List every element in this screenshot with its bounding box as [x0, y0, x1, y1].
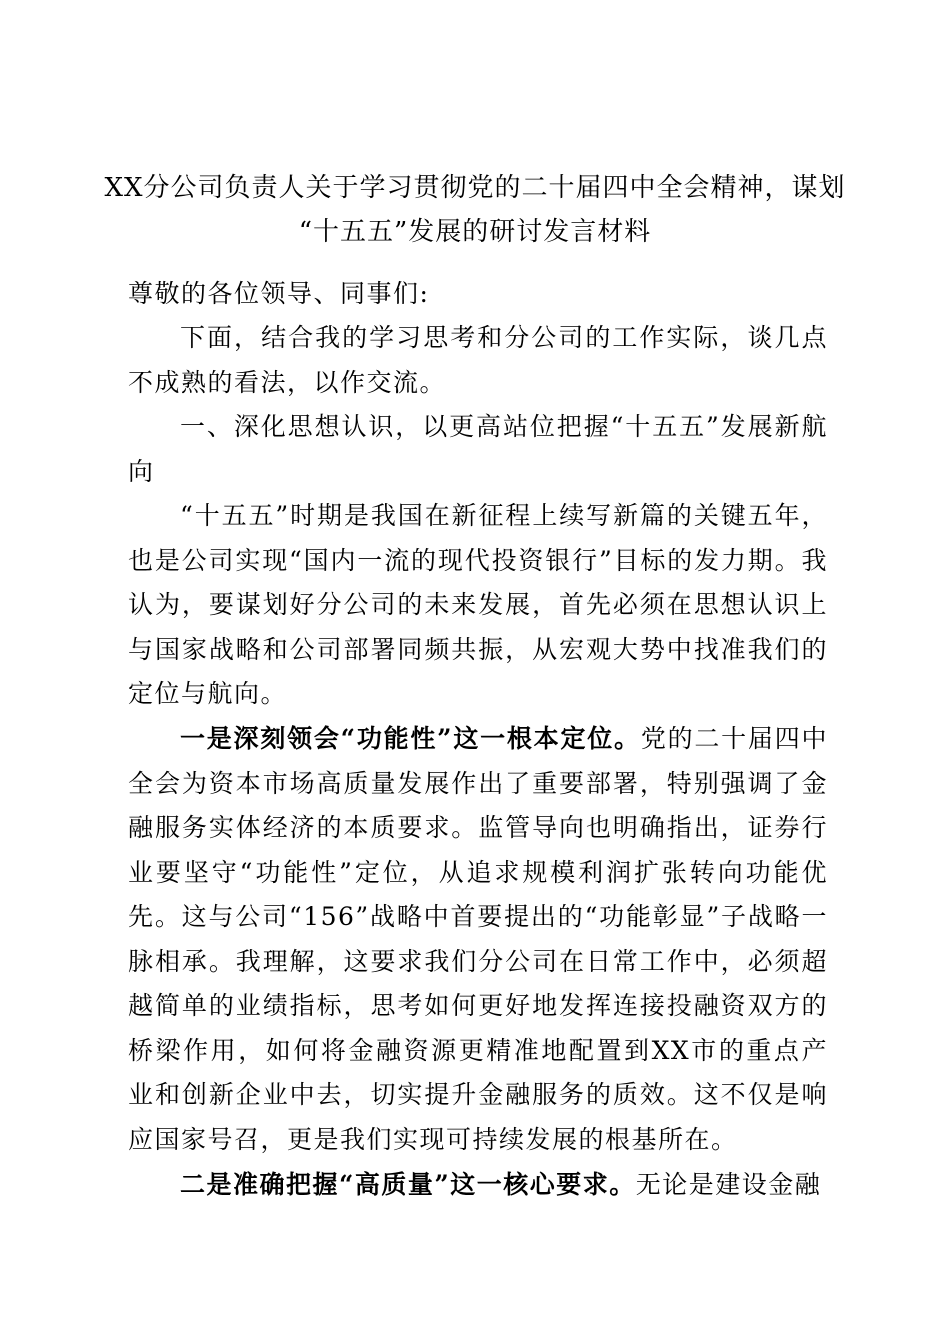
salutation: 尊敬的各位领导、同事们:	[128, 279, 430, 308]
document-title-line-1: XX分公司负责人关于学习贯彻党的二十届四中全会精神，谋划	[104, 173, 846, 203]
document-title-line-2: “十五五”发展的研讨发言材料	[298, 217, 652, 247]
point-1-body: 党的二十届四中全会为资本市场高质量发展作出了重要部署，特别强调了金融服务实体经济的本质要求。监管导向也明确指出，证券行业要坚守“功能性”定位，从追求规模利润扩张转向功能优先。这与公司“156”战略中首要提出的“功能彰显”子战略一脉相承。我理解，这要求我们分公司在日常工作中，必须超越简单的业绩指标，思考如何更好地发挥连接投融资双方的桥梁作用，如何将金融资源更精准地配置到XX市的重点产业和创新企业中去，切实提升金融服务的质效。这不仅是响应国家号召，更是我们实现可持续发展的根基所在。	[128, 724, 828, 1154]
intro-paragraph: 下面，结合我的学习思考和分公司的工作实际，谈几点不成熟的看法，以作交流。	[128, 323, 828, 397]
point-2-lead: 二是准确把握“高质量”这一核心要求。	[180, 1170, 636, 1199]
section-1-heading: 一、深化思想认识，以更高站位把握“十五五”发展新航向	[128, 412, 828, 486]
point-1-paragraph	[128, 717, 828, 1162]
section-1-paragraph: “十五五”时期是我国在新征程上续写新篇的关键五年，也是公司实现“国内一流的现代投资银行”目标的发力期。我认为，要谋划好分公司的未来发展，首先必须在思想认识上与国家战略和公司部署同频共振，从宏观大势中找准我们的定位与航向。	[128, 501, 828, 708]
point-1-lead: 一是深刻领会“功能性”这一根本定位。	[180, 724, 641, 753]
point-2-body: 无论是建设金融	[635, 1170, 822, 1199]
point-2-paragraph	[128, 1163, 828, 1208]
